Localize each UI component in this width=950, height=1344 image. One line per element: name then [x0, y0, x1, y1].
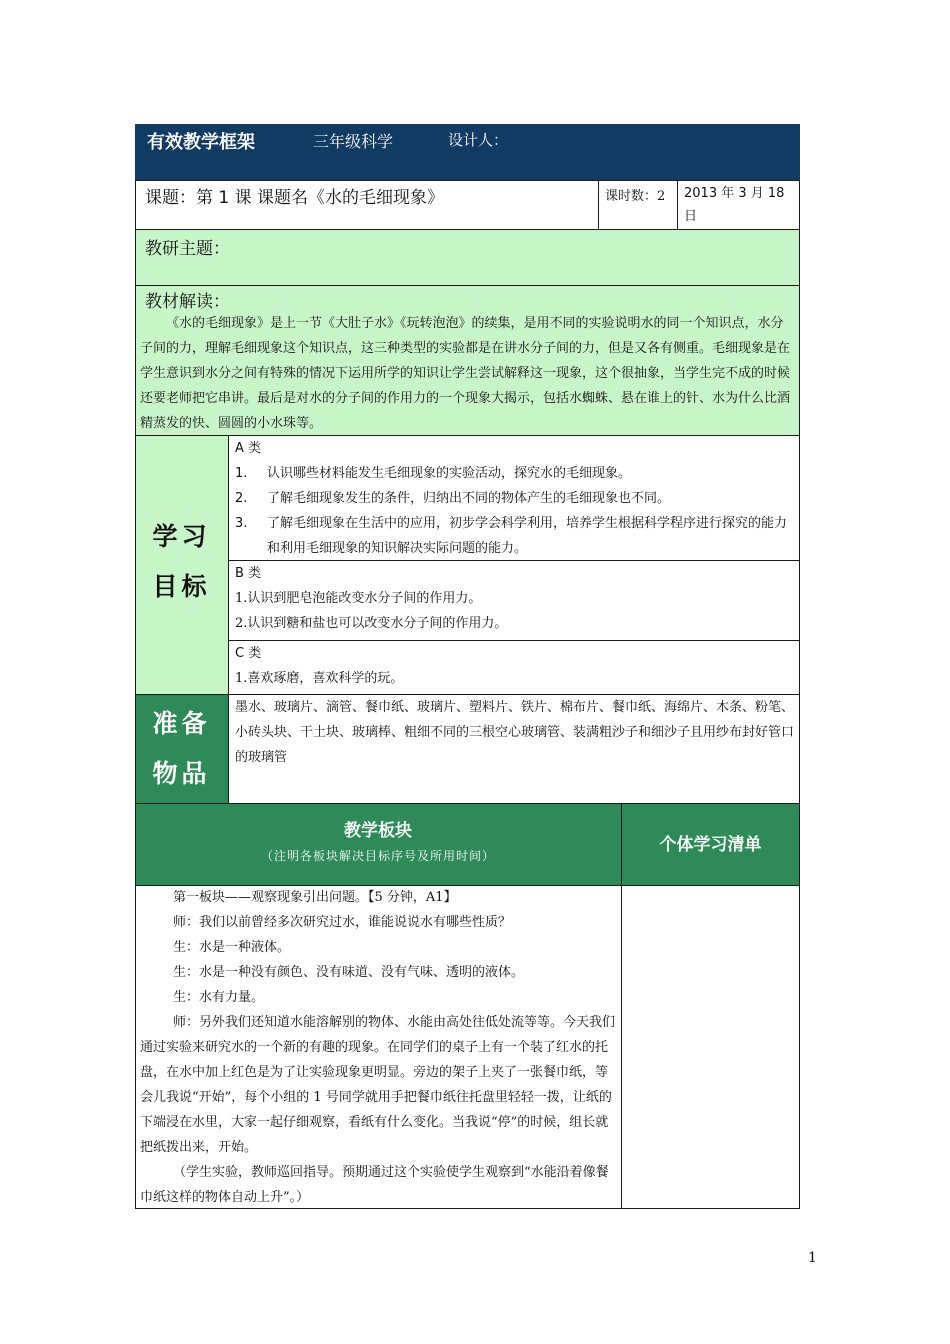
item-text: 认识哪些材料能发生毛细现象的实验活动，探究水的毛细现象。 [267, 466, 632, 481]
list-item: 2.认识到糖和盐也可以改变水分子间的作用力。 [235, 616, 508, 631]
goals-b-heading: B 类 [235, 566, 262, 581]
list-item: 1.认识到肥皂泡能改变水分子间的作用力。 [235, 591, 482, 606]
row-line [135, 435, 800, 436]
goals-c-heading: C 类 [235, 646, 262, 661]
grade-subject: 三年级科学 [313, 132, 394, 151]
goals-a-heading: A 类 [235, 441, 262, 456]
item-number: 2. [235, 491, 248, 506]
row-line [135, 1208, 800, 1209]
item-number: 3. [235, 516, 248, 531]
teaching-paragraph: 生：水有力量。 [173, 990, 265, 1005]
research-topic-label: 教研主题： [145, 239, 230, 259]
teaching-paragraph: 师：另外我们还知道水能溶解别的物体、水能由高处往低处流等等。今天我们通过实验来研究水的一个新的有趣的现象。在同学们的桌子上有一个装了红水的托盘，在水中加上红色是为了让实验现象更明显。旁边的架子上夹了一张餐巾纸，等会儿我说“开始”，每个小组的 1 号同学就用手把餐巾纸往托盘里轻轻一拨，让纸的下端浸在水里，大家一起仔细观察，看纸有什么变化。当我说“停”的时候，组长就把纸拨出来，开始。 [140, 1015, 616, 1155]
list-item [235, 461, 795, 486]
section-title-block [135, 816, 621, 864]
lesson-hours: 课时数：2 [605, 189, 666, 204]
row-line [135, 885, 800, 886]
row-line [135, 180, 800, 181]
checklist-title: 个体学习清单 [659, 835, 762, 855]
row-line [135, 285, 800, 286]
teaching-paragraph: （学生实验，教师巡回指导。预期通过这个实验使学生观察到“水能沿着像餐巾纸这样的物体自动上升”。） [140, 1165, 609, 1205]
row-line [135, 803, 800, 804]
col-line [677, 180, 678, 229]
header-band [135, 124, 800, 180]
prep-label-line1: 准备 [152, 709, 211, 738]
goals-label [135, 512, 228, 612]
goals-b [235, 561, 795, 636]
list-item: 1.喜欢琢磨，喜欢科学的玩。 [235, 671, 404, 686]
col-line [228, 435, 229, 803]
material-text: 《水的毛细现象》是上一节《大肚子水》《玩转泡泡》的续集，是用不同的实验说明水的同一个知识点，水分子间的力，理解毛细现象这个知识点，这三种类型的实验都是在讲水分子间的力，但是又各有侧重。毛细现象是在学生意识到水分之间有特殊的情况下运用所学的知识让学生尝试解释这一现象，这个很抽象，当学生完不成的时候还要老师把它串讲。最后是对水的分子间的作用力的一个现象大揭示，包括水蜘蛛、悬在谁上的针、水为什么比酒精蒸发的快、圆圆的小水珠等。 [140, 316, 791, 431]
framework-title: 有效教学框架 [147, 132, 255, 153]
section-title: 教学板块 [344, 821, 412, 841]
item-text: 了解毛细现象在生活中的应用，初步学会科学利用，培养学生根据科学程序进行探究的能力和利用毛细现象的知识解决实际问题的能力。 [267, 516, 788, 556]
row-line [135, 229, 800, 230]
col-line [598, 180, 599, 229]
goals-label-line1: 学习 [152, 522, 211, 551]
teaching-content [140, 885, 615, 1210]
list-item [235, 511, 795, 561]
goals-a [235, 436, 795, 561]
col-line [621, 803, 622, 1208]
row-line [228, 640, 800, 641]
row-line [135, 694, 800, 695]
page-number: 1 [808, 1250, 817, 1266]
prep-text: 墨水、玻璃片、滴管、餐巾纸、玻璃片、塑料片、铁片、棉布片、餐巾纸、海绵片、木条、粉笔、小砖头块、干土块、玻璃棒、粗细不同的三根空心玻璃管、装满粗沙子和细沙子且用纱布封好管口的玻璃管 [235, 700, 795, 765]
teaching-paragraph: 生：水是一种液体。 [173, 940, 291, 955]
prep-label [135, 699, 228, 799]
material-label: 教材解读： [145, 292, 230, 312]
list-item [235, 486, 795, 511]
research-topic-bg [135, 229, 800, 285]
section-subtitle: （注明各板块解决目标序号及所用时间） [260, 849, 495, 863]
row-line [228, 560, 800, 561]
item-number: 1. [235, 466, 248, 481]
prep-label-line2: 物品 [152, 759, 211, 788]
goals-a-list [235, 461, 795, 561]
designer-label: 设计人： [448, 131, 509, 149]
teaching-paragraph: 生：水是一种没有颜色、没有味道、没有气味、透明的液体。 [173, 965, 525, 980]
goals-label-line2: 目标 [152, 572, 211, 601]
item-text: 了解毛细现象发生的条件，归纳出不同的物体产生的毛细现象也不同。 [267, 491, 671, 506]
teaching-paragraph: 第一板块——观察现象引出问题。【5 分钟，A1】 [173, 890, 457, 905]
lesson-title: 课题：第 1 课 课题名《水的毛细现象》 [145, 188, 445, 208]
goals-c [235, 641, 795, 691]
teaching-paragraph: 师：我们以前曾经多次研究过水，谁能说说水有哪些性质？ [173, 915, 512, 930]
lesson-date: 2013 年 3 月 18 日 [684, 186, 785, 224]
